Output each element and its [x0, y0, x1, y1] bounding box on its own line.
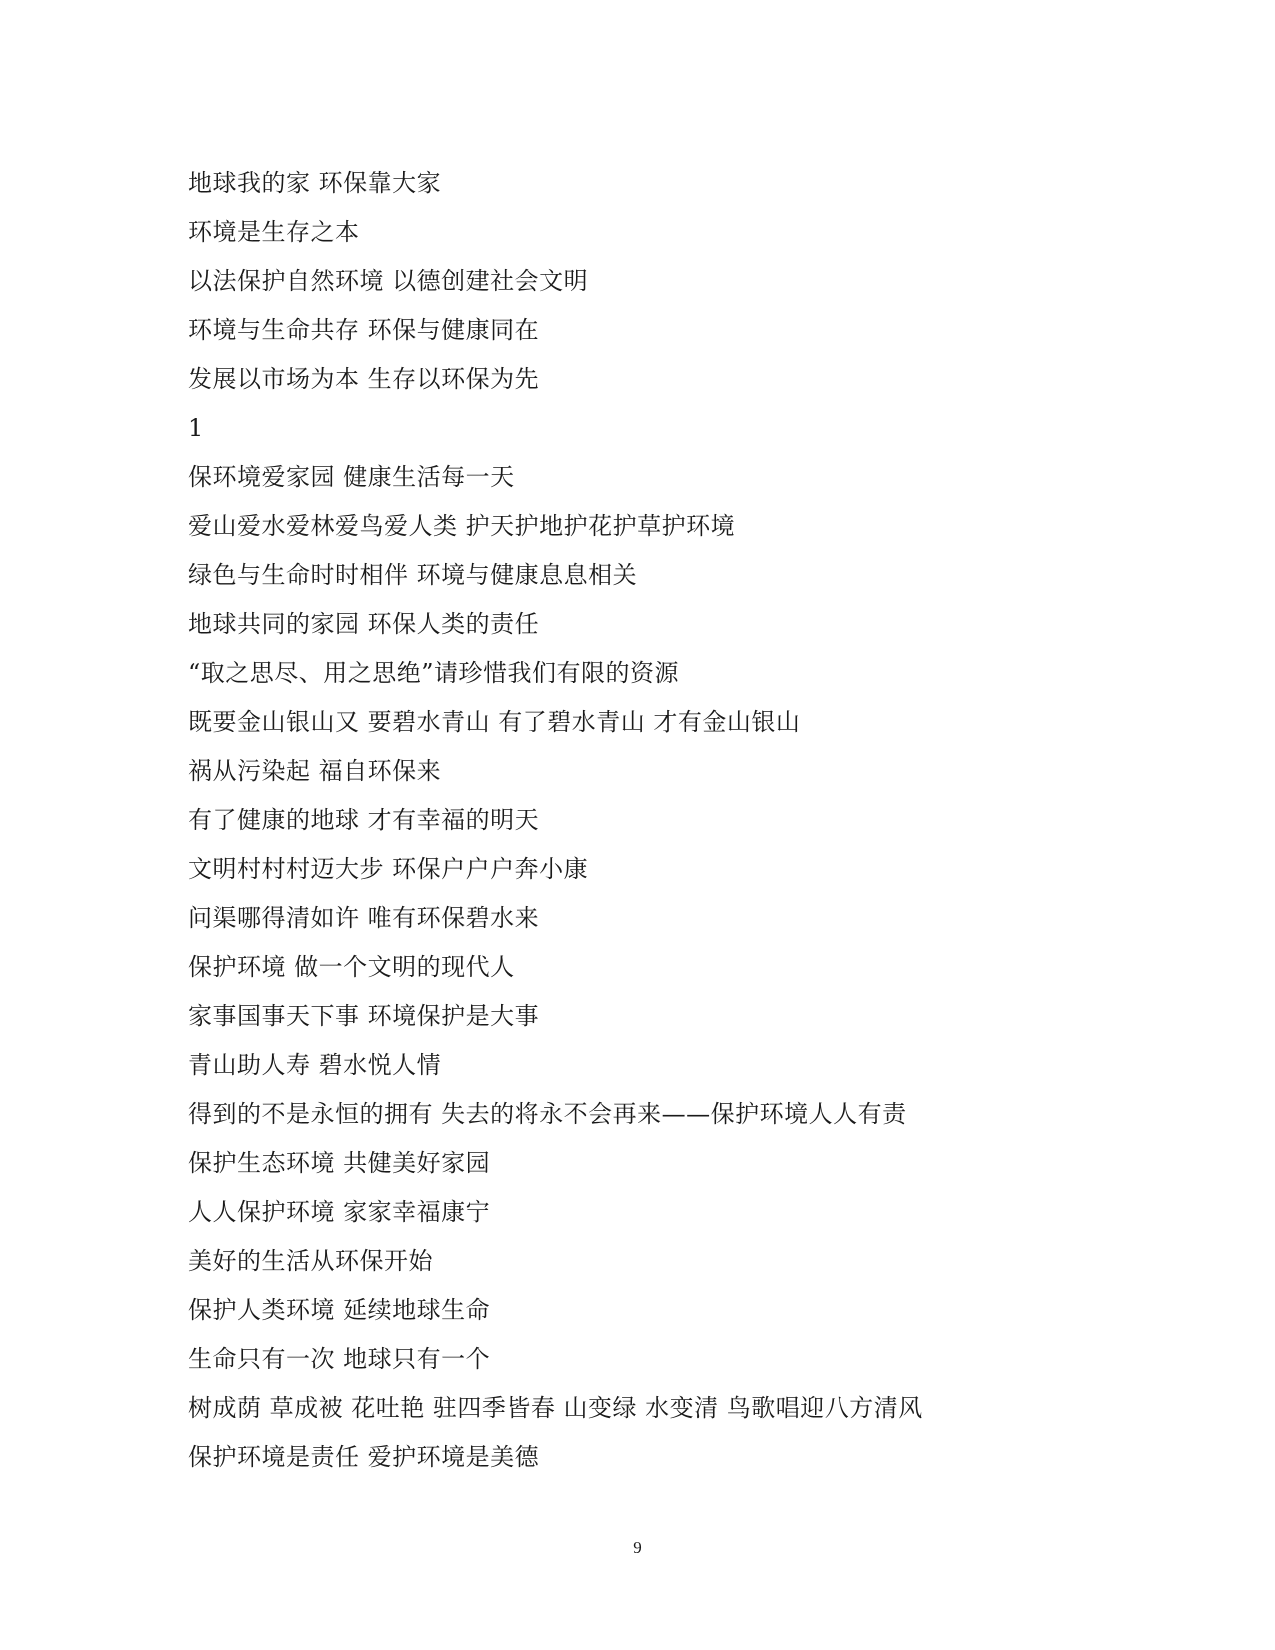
- slogan-line: 人人保护环境 家家幸福康宁: [188, 1198, 491, 1226]
- slogan-line: 保护环境是责任 爱护环境是美德: [188, 1443, 540, 1471]
- slogan-line: 环境与生命共存 环保与健康同在: [188, 316, 540, 344]
- slogan-line: 环境是生存之本: [188, 218, 360, 246]
- slogan-list: [188, 163, 1188, 1486]
- slogan-line: 保护人类环境 延续地球生命: [188, 1296, 491, 1324]
- slogan-line: 以法保护自然环境 以德创建社会文明: [188, 267, 589, 295]
- slogan-line: “取之思尽、用之思绝”请珍惜我们有限的资源: [188, 659, 680, 687]
- slogan-line: 保护环境 做一个文明的现代人: [188, 953, 515, 981]
- item-number: 1: [188, 414, 204, 442]
- slogan-line: 家事国事天下事 环境保护是大事: [188, 1002, 540, 1030]
- slogan-line: 得到的不是永恒的拥有 失去的将永不会再来——保护环境人人有责: [188, 1100, 907, 1128]
- slogan-line: 保护生态环境 共健美好家园: [188, 1149, 491, 1177]
- slogan-line: 生命只有一次 地球只有一个: [188, 1345, 491, 1373]
- slogan-line: 青山助人寿 碧水悦人情: [188, 1051, 442, 1079]
- slogan-line: 问渠哪得清如许 唯有环保碧水来: [188, 904, 540, 932]
- slogan-line: 有了健康的地球 才有幸福的明天: [188, 806, 540, 834]
- slogan-line: 爱山爱水爱林爱鸟爱人类 护天护地护花护草护环境: [188, 512, 736, 540]
- slogan-line: 保环境爱家园 健康生活每一天: [188, 463, 515, 491]
- slogan-line: 树成荫 草成被 花吐艳 驻四季皆春 山变绿 水变清 鸟歌唱迎八方清风: [188, 1394, 923, 1422]
- slogan-line: 祸从污染起 福自环保来: [188, 757, 442, 785]
- slogan-line: 既要金山银山又 要碧水青山 有了碧水青山 才有金山银山: [188, 708, 801, 736]
- slogan-line: 文明村村村迈大步 环保户户户奔小康: [188, 855, 589, 883]
- slogan-line: 地球共同的家园 环保人类的责任: [188, 610, 540, 638]
- page-number: 9: [633, 1538, 642, 1557]
- slogan-line: 绿色与生命时时相伴 环境与健康息息相关: [188, 561, 638, 589]
- slogan-line: 发展以市场为本 生存以环保为先: [188, 365, 540, 393]
- slogan-line: 美好的生活从环保开始: [188, 1247, 433, 1275]
- slogan-line: 地球我的家 环保靠大家: [188, 169, 442, 197]
